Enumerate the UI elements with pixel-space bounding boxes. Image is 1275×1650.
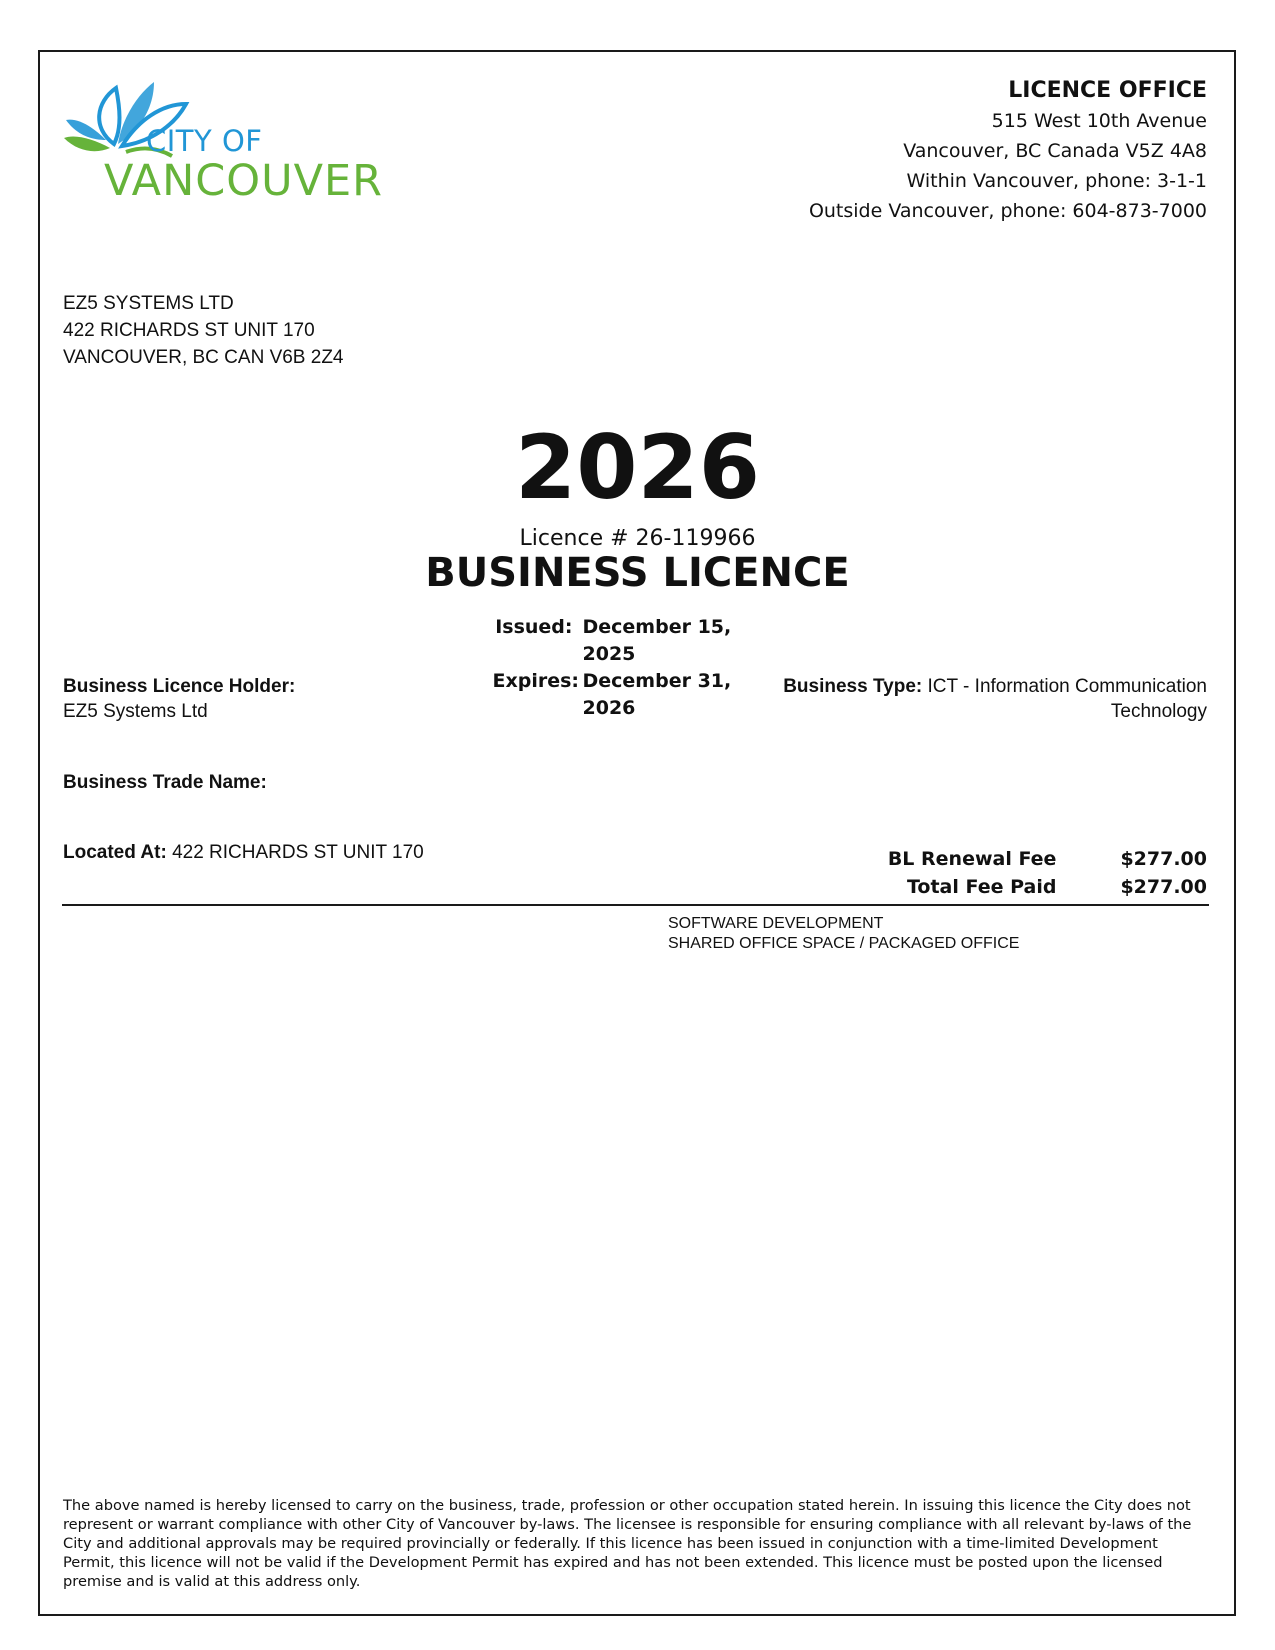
mailing-city: VANCOUVER, BC CAN V6B 2Z4 <box>63 347 344 368</box>
licence-holder <box>63 674 295 724</box>
office-title: LICENCE OFFICE <box>1008 78 1207 103</box>
fee-value: $277.00 <box>1120 876 1207 898</box>
licence-number: Licence # 26-119966 <box>519 526 756 551</box>
office-phone-within: Within Vancouver, phone: 3-1-1 <box>906 170 1207 192</box>
trade-name-label: Business Trade Name: <box>63 772 267 793</box>
location-label: Located At: <box>63 842 167 863</box>
expires-date: December 31, 2026 <box>582 670 732 719</box>
mailing-address <box>63 290 344 371</box>
business-type-label: Business Type: <box>783 676 923 697</box>
fee-label: Total Fee Paid <box>906 876 1057 898</box>
trade-name <box>63 772 267 794</box>
office-address: 515 West 10th Avenue <box>991 110 1207 132</box>
fees-table <box>888 845 1207 901</box>
divider-line <box>62 904 1209 906</box>
business-activities <box>668 914 1019 954</box>
activity-item: SHARED OFFICE SPACE / PACKAGED OFFICE <box>668 935 1020 952</box>
expires-label: Expires: <box>492 670 580 692</box>
fee-row <box>888 845 1207 873</box>
mailing-street: 422 RICHARDS ST UNIT 170 <box>63 320 315 341</box>
business-type <box>687 674 1207 724</box>
office-city: Vancouver, BC Canada V5Z 4A8 <box>903 140 1207 162</box>
logo-vancouver-text: VANCOUVER <box>104 156 384 206</box>
logo-city-of-text: CITY OF <box>146 124 263 158</box>
fee-label: BL Renewal Fee <box>887 848 1057 870</box>
activity-item: SOFTWARE DEVELOPMENT <box>668 915 884 932</box>
issued-label: Issued: <box>495 616 573 638</box>
city-of-vancouver-logo <box>62 68 382 208</box>
mailing-name: EZ5 SYSTEMS LTD <box>63 293 234 314</box>
location <box>63 842 424 864</box>
fee-value: $277.00 <box>1120 848 1207 870</box>
licence-disclaimer: The above named is hereby licensed to carry on the business, trade, profession or other occupation stated herein. In issuing this licence the City does not represent or warrant compliance with other City of Vancouver by-laws. The licensee is responsible for ensuring compliance with all relevant by-laws of the City and additional approvals may be required provincially or federally. If this licence has been issued in conjunction with a time-limited Development Permit, this licence will not be valid if the Development Permit has expired and has not been extended. This licence must be posted upon the licensed premise and is valid at this address only. <box>63 1497 1192 1590</box>
issued-date: December 15, 2025 <box>582 616 732 665</box>
business-type-value: ICT - Information Communication Technology <box>927 676 1207 722</box>
licence-frame <box>38 50 1236 1616</box>
holder-label: Business Licence Holder: <box>63 676 296 697</box>
licence-office-block <box>809 76 1207 226</box>
office-phone-outside: Outside Vancouver, phone: 604-873-7000 <box>808 200 1207 222</box>
location-value: 422 RICHARDS ST UNIT 170 <box>172 842 424 863</box>
fee-row <box>888 873 1207 901</box>
licence-year: 2026 <box>515 416 760 519</box>
licence-title: BUSINESS LICENCE <box>425 550 850 596</box>
holder-value: EZ5 Systems Ltd <box>63 701 208 722</box>
